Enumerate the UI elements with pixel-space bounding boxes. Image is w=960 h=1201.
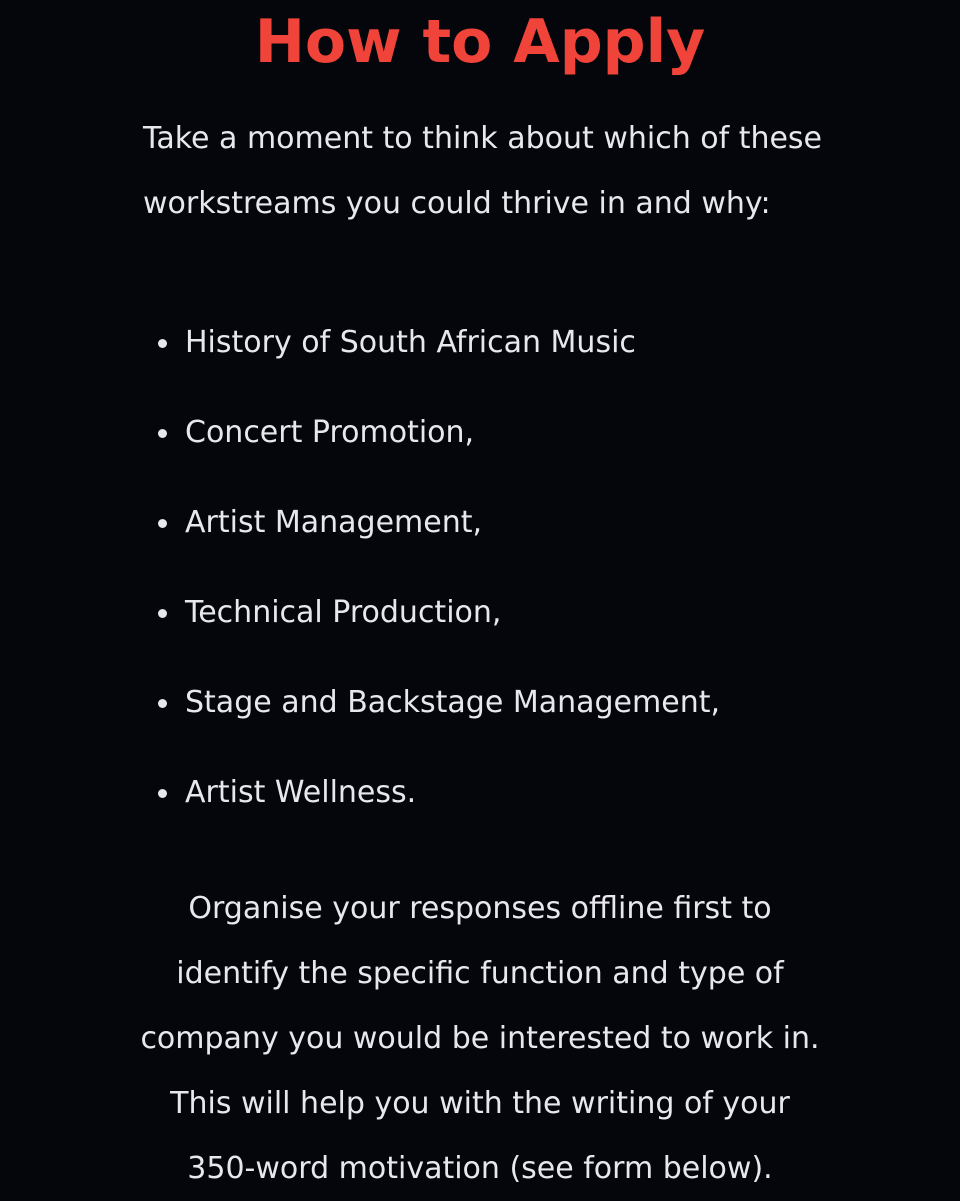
closing-line: company you would be interested to work in. [140,1021,820,1056]
bullet-dot-icon [158,429,167,438]
workstream-label: Artist Management, [185,505,483,540]
workstreams-list [0,318,960,858]
bullet-dot-icon [158,789,167,798]
closing-paragraph [100,876,860,1201]
intro-line: Take a moment to think about which of these [143,121,823,156]
workstream-label: Concert Promotion, [185,415,475,450]
closing-line: identify the specific function and type of [176,956,784,991]
bullet-dot-icon [158,699,167,708]
intro-paragraph [143,106,843,236]
list-item [0,408,960,498]
bullet-dot-icon [158,519,167,528]
list-item [0,498,960,588]
list-item [0,318,960,408]
page-title: How to Apply [254,7,706,77]
workstream-label: Artist Wellness. [185,775,417,810]
closing-line: Organise your responses offline first to [188,891,772,926]
closing-line: 350-word motivation (see form below). [187,1151,773,1186]
bullet-dot-icon [158,609,167,618]
workstream-label: Stage and Backstage Management, [185,685,721,720]
list-item [0,588,960,678]
intro-line: workstreams you could thrive in and why: [143,186,771,221]
closing-line: This will help you with the writing of your [170,1086,790,1121]
workstream-label: Technical Production, [185,595,502,630]
list-item [0,768,960,858]
bullet-dot-icon [158,339,167,348]
workstream-label: History of South African Music [185,325,636,360]
list-item [0,678,960,768]
